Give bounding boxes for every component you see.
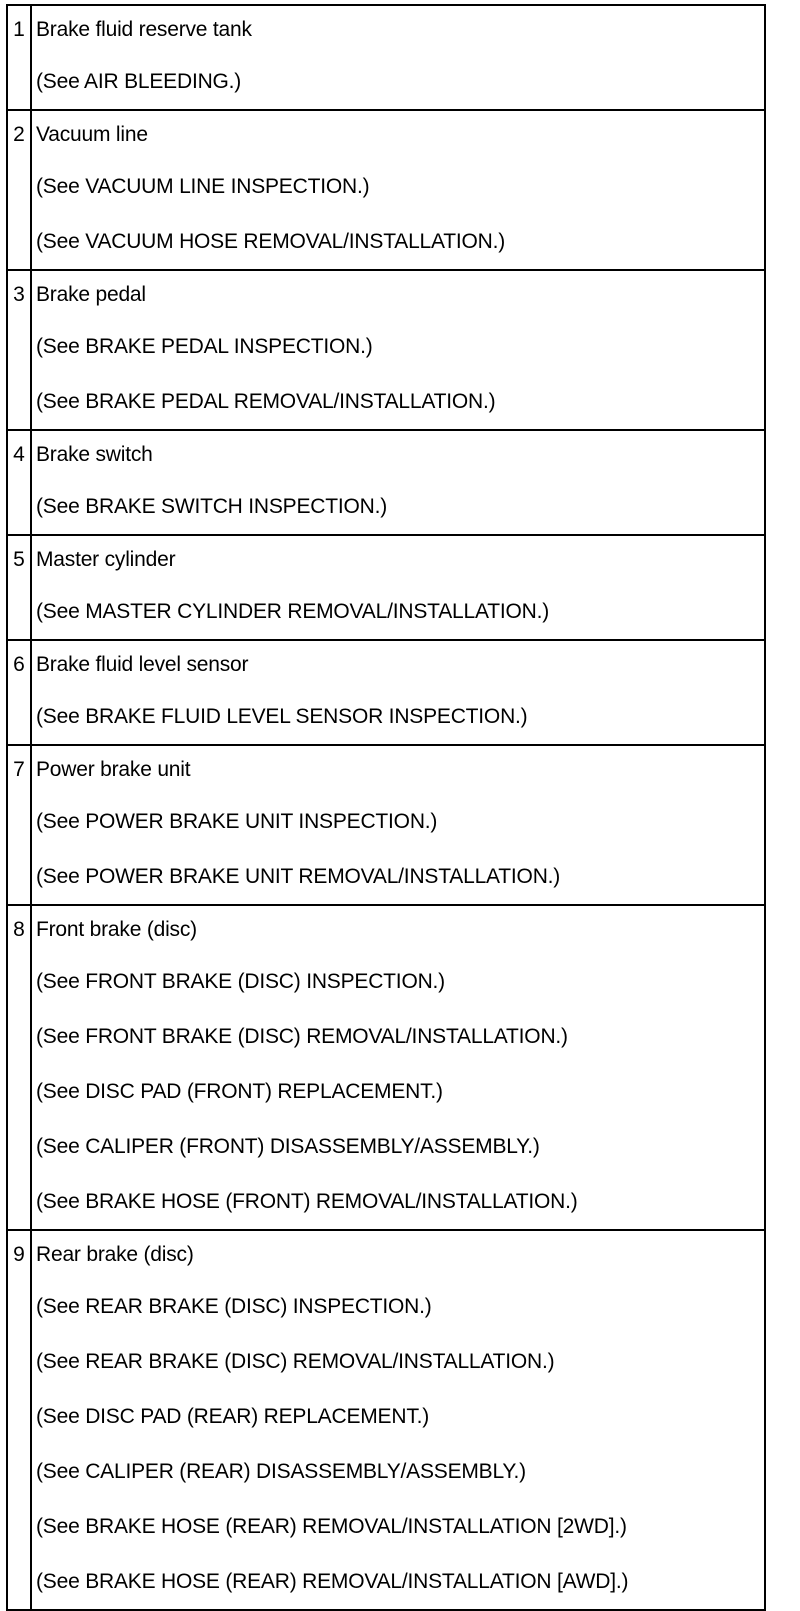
row-number: 3 bbox=[7, 270, 31, 430]
reference-link[interactable]: (See VACUUM HOSE REMOVAL/INSTALLATION.) bbox=[36, 230, 506, 253]
table-row bbox=[7, 535, 765, 640]
reference-link[interactable]: (See CALIPER (FRONT) DISASSEMBLY/ASSEMBLY.) bbox=[36, 1135, 540, 1158]
row-number: 8 bbox=[7, 905, 31, 1230]
table-row bbox=[7, 640, 765, 745]
row-number: 6 bbox=[7, 640, 31, 745]
reference-link[interactable]: (See AIR BLEEDING.) bbox=[36, 70, 242, 93]
table-row bbox=[7, 745, 765, 905]
reference-link[interactable]: (See REAR BRAKE (DISC) REMOVAL/INSTALLATION.) bbox=[36, 1350, 555, 1373]
row-content bbox=[31, 110, 765, 270]
row-number: 9 bbox=[7, 1230, 31, 1610]
row-number: 7 bbox=[7, 745, 31, 905]
component-name: Brake fluid level sensor bbox=[36, 653, 249, 676]
row-content bbox=[31, 430, 765, 535]
row-number: 4 bbox=[7, 430, 31, 535]
component-name: Rear brake (disc) bbox=[36, 1243, 194, 1266]
component-name: Brake switch bbox=[36, 443, 153, 466]
reference-link[interactable]: (See BRAKE HOSE (FRONT) REMOVAL/INSTALLATION.) bbox=[36, 1190, 578, 1213]
component-name: Brake pedal bbox=[36, 283, 146, 306]
component-name: Front brake (disc) bbox=[36, 918, 197, 941]
reference-link[interactable]: (See BRAKE HOSE (REAR) REMOVAL/INSTALLATION [2WD].) bbox=[36, 1515, 627, 1538]
row-content bbox=[31, 745, 765, 905]
table-body bbox=[7, 5, 765, 1610]
component-name: Brake fluid reserve tank bbox=[36, 18, 252, 41]
reference-link[interactable]: (See DISC PAD (FRONT) REPLACEMENT.) bbox=[36, 1080, 443, 1103]
row-content bbox=[31, 5, 765, 110]
component-name: Master cylinder bbox=[36, 548, 176, 571]
component-reference-table bbox=[6, 4, 766, 1611]
table-row bbox=[7, 905, 765, 1230]
reference-link[interactable]: (See FRONT BRAKE (DISC) REMOVAL/INSTALLATION.) bbox=[36, 1025, 568, 1048]
row-number: 2 bbox=[7, 110, 31, 270]
row-number: 5 bbox=[7, 535, 31, 640]
row-content bbox=[31, 640, 765, 745]
table-row bbox=[7, 110, 765, 270]
reference-link[interactable]: (See BRAKE SWITCH INSPECTION.) bbox=[36, 495, 388, 518]
row-content bbox=[31, 1230, 765, 1610]
table-row bbox=[7, 430, 765, 535]
row-content bbox=[31, 905, 765, 1230]
row-content bbox=[31, 535, 765, 640]
reference-link[interactable]: (See VACUUM LINE INSPECTION.) bbox=[36, 175, 370, 198]
reference-link[interactable]: (See POWER BRAKE UNIT INSPECTION.) bbox=[36, 810, 438, 833]
reference-link[interactable]: (See REAR BRAKE (DISC) INSPECTION.) bbox=[36, 1295, 432, 1318]
table-row bbox=[7, 270, 765, 430]
table-row bbox=[7, 1230, 765, 1610]
reference-link[interactable]: (See MASTER CYLINDER REMOVAL/INSTALLATION.) bbox=[36, 600, 550, 623]
reference-link[interactable]: (See FRONT BRAKE (DISC) INSPECTION.) bbox=[36, 970, 445, 993]
reference-link[interactable]: (See BRAKE HOSE (REAR) REMOVAL/INSTALLATION [AWD].) bbox=[36, 1570, 629, 1593]
table-row bbox=[7, 5, 765, 110]
reference-link[interactable]: (See BRAKE PEDAL REMOVAL/INSTALLATION.) bbox=[36, 390, 496, 413]
reference-link[interactable]: (See BRAKE PEDAL INSPECTION.) bbox=[36, 335, 373, 358]
component-name: Vacuum line bbox=[36, 123, 148, 146]
row-content bbox=[31, 270, 765, 430]
reference-link[interactable]: (See CALIPER (REAR) DISASSEMBLY/ASSEMBLY.) bbox=[36, 1460, 526, 1483]
reference-link[interactable]: (See BRAKE FLUID LEVEL SENSOR INSPECTION.) bbox=[36, 705, 528, 728]
reference-link[interactable]: (See DISC PAD (REAR) REPLACEMENT.) bbox=[36, 1405, 430, 1428]
reference-link[interactable]: (See POWER BRAKE UNIT REMOVAL/INSTALLATION.) bbox=[36, 865, 561, 888]
component-name: Power brake unit bbox=[36, 758, 191, 781]
row-number: 1 bbox=[7, 5, 31, 110]
